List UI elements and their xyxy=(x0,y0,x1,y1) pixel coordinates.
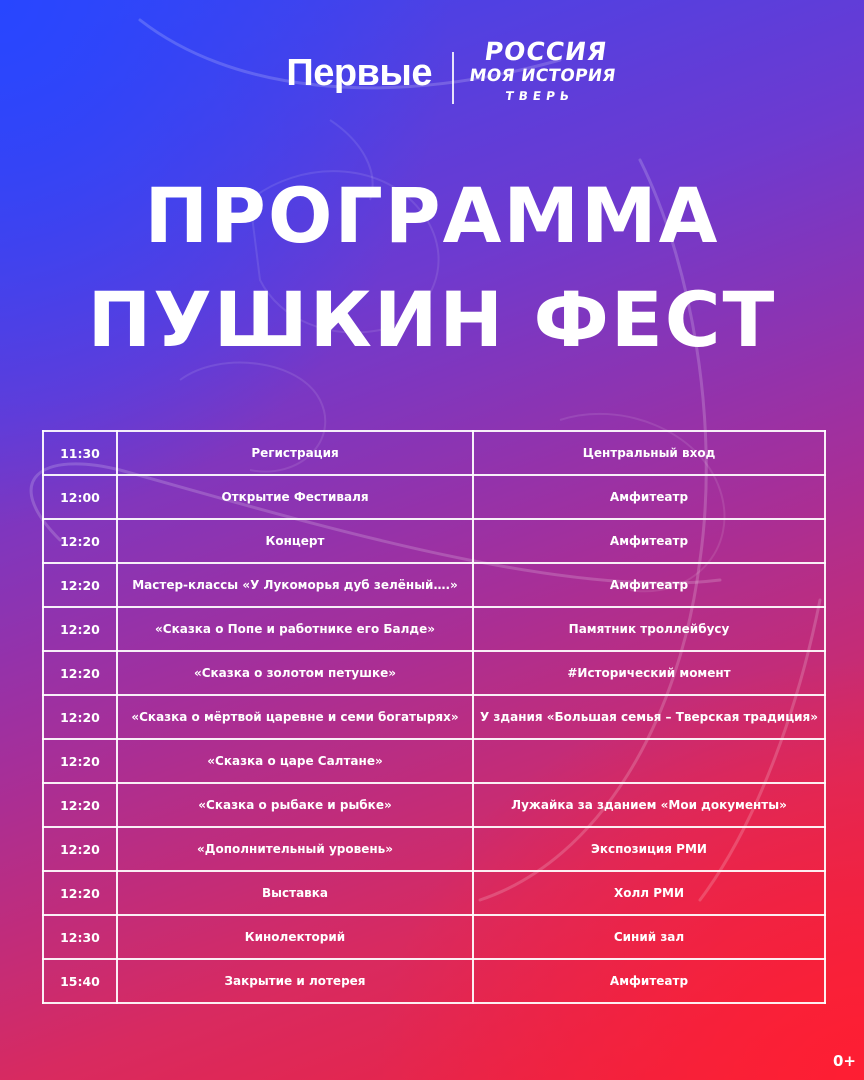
table-row xyxy=(43,563,825,607)
time-cell: 12:20 xyxy=(43,519,117,563)
event-cell: «Сказка о золотом петушке» xyxy=(117,651,473,695)
table-row xyxy=(43,739,825,783)
time-cell: 12:20 xyxy=(43,607,117,651)
event-cell: Концерт xyxy=(117,519,473,563)
time-cell: 12:20 xyxy=(43,563,117,607)
table-row xyxy=(43,651,825,695)
table-row xyxy=(43,431,825,475)
place-cell: Амфитеатр xyxy=(473,475,825,519)
table-row xyxy=(43,607,825,651)
place-cell: #Исторический момент xyxy=(473,651,825,695)
place-cell: Синий зал xyxy=(473,915,825,959)
title-line-2: ПУШКИН ФЕСТ xyxy=(87,275,777,364)
time-cell: 12:20 xyxy=(43,827,117,871)
table-row xyxy=(43,695,825,739)
title-line-1: ПРОГРАММА xyxy=(144,171,720,260)
logo-line-1: РОССИЯ xyxy=(482,37,610,66)
event-cell: «Сказка о Попе и работнике его Балде» xyxy=(117,607,473,651)
event-cell: Кинолекторий xyxy=(117,915,473,959)
event-cell: «Сказка о рыбаке и рыбке» xyxy=(117,783,473,827)
event-cell: Выставка xyxy=(117,871,473,915)
table-row xyxy=(43,783,825,827)
time-cell: 12:20 xyxy=(43,651,117,695)
event-cell: Открытие Фестиваля xyxy=(117,475,473,519)
table-row xyxy=(43,959,825,1003)
time-cell: 12:20 xyxy=(43,871,117,915)
event-cell: Мастер-классы «У Лукоморья дуб зелёный….» xyxy=(117,563,473,607)
time-cell: 12:20 xyxy=(43,739,117,783)
table-row xyxy=(43,519,825,563)
schedule-table xyxy=(42,430,826,1004)
time-cell: 15:40 xyxy=(43,959,117,1003)
logo-line-2: МОЯ ИСТОРИЯ xyxy=(468,66,618,86)
event-cell: «Сказка о царе Салтане» xyxy=(117,739,473,783)
time-cell: 12:30 xyxy=(43,915,117,959)
event-cell: «Сказка о мёртвой царевне и семи богатырях» xyxy=(117,695,473,739)
header-logo xyxy=(0,38,864,128)
place-cell: Центральный вход xyxy=(473,431,825,475)
logo-line-3: ТВЕРЬ xyxy=(504,89,575,103)
place-cell: Холл РМИ xyxy=(473,871,825,915)
table-row xyxy=(43,915,825,959)
event-cell: «Дополнительный уровень» xyxy=(117,827,473,871)
place-cell: У здания «Большая семья – Тверская традиция» xyxy=(473,695,825,739)
logo-russia-my-history xyxy=(465,38,621,106)
time-cell: 12:20 xyxy=(43,783,117,827)
age-rating-badge: 0+ xyxy=(832,1052,856,1070)
time-cell: 12:20 xyxy=(43,695,117,739)
place-cell: Амфитеатр xyxy=(473,959,825,1003)
place-cell: Лужайка за зданием «Мои документы» xyxy=(473,783,825,827)
time-cell: 11:30 xyxy=(43,431,117,475)
place-cell: Амфитеатр xyxy=(473,563,825,607)
time-cell: 12:00 xyxy=(43,475,117,519)
logo-divider xyxy=(452,52,454,104)
place-cell: Памятник троллейбусу xyxy=(473,607,825,651)
event-cell: Регистрация xyxy=(117,431,473,475)
table-row xyxy=(43,475,825,519)
event-cell: Закрытие и лотерея xyxy=(117,959,473,1003)
place-cell: Экспозиция РМИ xyxy=(473,827,825,871)
logo-pervye: Первые xyxy=(286,52,432,94)
place-cell xyxy=(473,739,825,783)
table-row xyxy=(43,827,825,871)
place-cell: Амфитеатр xyxy=(473,519,825,563)
table-row xyxy=(43,871,825,915)
